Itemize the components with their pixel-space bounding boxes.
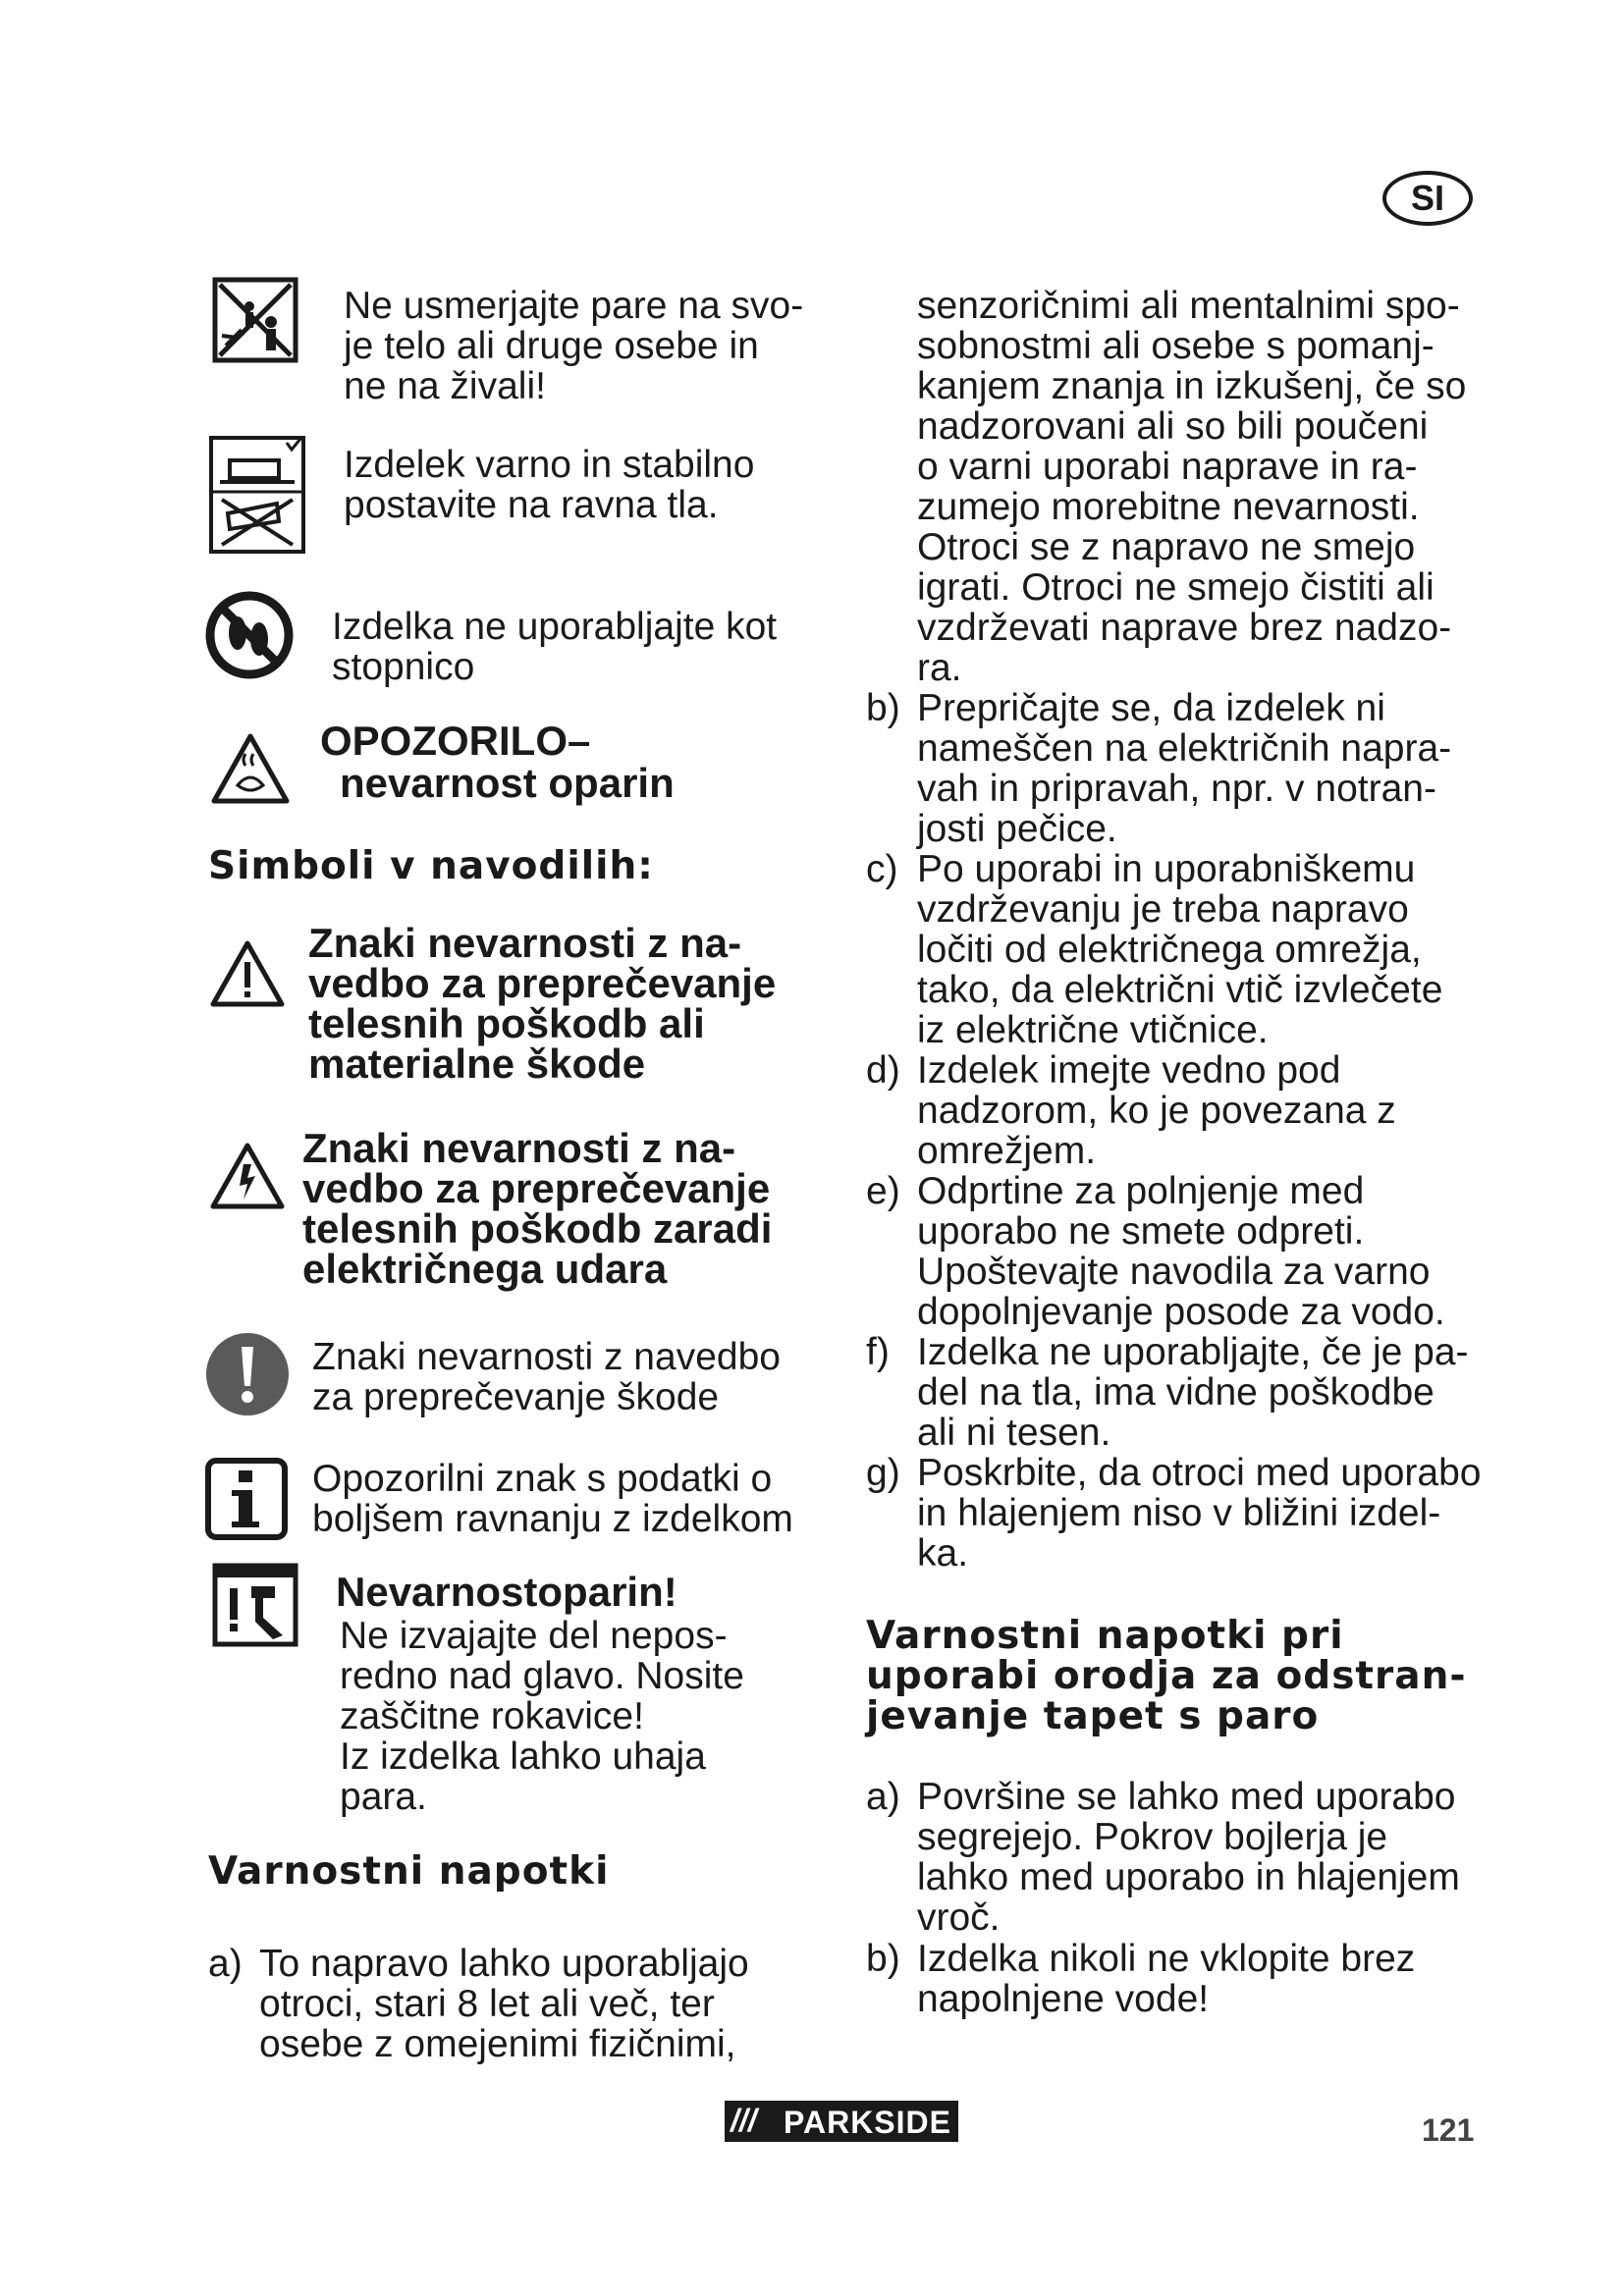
list-label: b) bbox=[866, 687, 900, 729]
list-label: c) bbox=[866, 848, 898, 890]
no-step-icon bbox=[204, 590, 295, 680]
tool-safety-heading: Varnostni napotki pri uporabi orodja za odstran- jevanje tapet s paro bbox=[866, 1614, 1467, 1738]
safety-item-a-continuation: senzoričnimi ali mentalnimi spo- sobnostmi ali osebe s pomanj- kanjem znanja in izkušenj, če so nadzorovani ali so bili poučeni o varni uporabi naprave in ra- zumejo morebitne nevarnosti. Otroci se z napravo ne smejo igrati. Otroci ne smejo čistiti ali vzdrževati naprave brez nadzo- ra. bbox=[917, 285, 1467, 689]
list-label: f) bbox=[866, 1331, 890, 1373]
list-text: Poskrbite, da otroci med uporabo in hlajenjem niso v bližini izdel- ka. bbox=[917, 1452, 1482, 1575]
no-steam-at-people-icon bbox=[212, 277, 298, 363]
safety-item-a bbox=[208, 1944, 797, 2071]
list-text: Izdelek imejte vedno pod nadzorom, ko je povezana z omrežjem. bbox=[917, 1049, 1396, 1172]
logo-slashes: /// bbox=[731, 2103, 757, 2138]
list-label: b) bbox=[866, 1938, 900, 1980]
safety-item-g bbox=[866, 1453, 1514, 1580]
warning-title-line2: nevarnost oparin bbox=[340, 760, 675, 806]
stable-surface-icon bbox=[208, 435, 306, 555]
warning-triangle-icon bbox=[208, 938, 287, 1009]
overhead-steam-icon bbox=[212, 1563, 298, 1647]
note-steam-direction: Ne usmerjajte pare na svo- je telo ali druge osebe in ne na živali! bbox=[344, 285, 804, 407]
list-text: Površine se lahko med uporabo segrejejo. Pokrov bojlerja je lahko med uporabo in hlajenjem vroč. bbox=[917, 1776, 1460, 1939]
list-label: a) bbox=[208, 1943, 243, 1985]
exclamation-circle-icon bbox=[204, 1331, 291, 1417]
logo-brand: PARKSIDE bbox=[784, 2105, 951, 2140]
note-no-step: Izdelka ne uporabljajte kot stopnico bbox=[332, 606, 778, 688]
tool-item-b bbox=[866, 1939, 1514, 2027]
list-text: To napravo lahko uporabljajo otroci, stari 8 let ali več, ter osebe z omejenimi fizičnimi, bbox=[259, 1943, 749, 2065]
list-text: Izdelka nikoli ne vklopite brez napolnjene vode! bbox=[917, 1938, 1416, 2020]
page-number: 121 bbox=[1422, 2112, 1475, 2148]
language-badge: SI bbox=[1382, 171, 1473, 226]
note-stable-placement: Izdelek varno in stabilno postavite na ravna tla. bbox=[344, 444, 755, 526]
scald-title: Nevarnostoparin! bbox=[336, 1569, 677, 1615]
list-text: Izdelka ne uporabljajte, če je pa- del na tla, ima vidne poškodbe ali ni tesen. bbox=[917, 1331, 1469, 1454]
tool-item-a bbox=[866, 1777, 1514, 1944]
safety-item-b bbox=[866, 688, 1514, 855]
symbol-property-damage: Znaki nevarnosti z navedbo za preprečevanje škode bbox=[312, 1336, 781, 1418]
symbol-info: Opozorilni znak s podatki o boljšem ravnanju z izdelkom bbox=[312, 1458, 793, 1540]
symbol-general-hazard: Znaki nevarnosti z na- vedbo za preprečevanje telesnih poškodb ali materialne škode bbox=[308, 920, 777, 1087]
list-text: Odprtine za polnjenje med uporabo ne smete odpreti. Upoštevajte navodila za varno dopolnjevanje posode za vodo. bbox=[917, 1170, 1445, 1333]
symbols-heading: Simboli v navodilih: bbox=[208, 844, 654, 888]
scald-warning-icon bbox=[208, 730, 293, 807]
list-text: Po uporabi in uporabniškemu vzdrževanju je treba napravo ločiti od električnega omrežja, tako, da električni vtič izvlečete iz električne vtičnice. bbox=[917, 848, 1443, 1051]
safety-item-e bbox=[866, 1171, 1514, 1338]
safety-item-f bbox=[866, 1332, 1514, 1460]
symbol-electric-hazard: Znaki nevarnosti z na- vedbo za preprečevanje telesnih poškodb zaradi električnega udara bbox=[302, 1125, 773, 1292]
scald-text: Ne izvajajte del nepos- redno nad glavo. Nosite zaščitne rokavice! Iz izdelka lahko uhaja para. bbox=[340, 1615, 744, 1818]
parkside-logo bbox=[725, 2101, 958, 2142]
list-label: a) bbox=[866, 1776, 900, 1818]
list-label: d) bbox=[866, 1049, 900, 1092]
safety-heading: Varnostni napotki bbox=[208, 1849, 610, 1894]
warning-title-line1: OPOZORILO– bbox=[320, 718, 591, 764]
safety-item-d bbox=[866, 1050, 1514, 1178]
safety-item-c bbox=[866, 849, 1514, 1055]
info-icon bbox=[204, 1457, 289, 1541]
list-text: Prepričajte se, da izdelek ni nameščen na električnih napra- vah in pripravah, npr. v notran- josti pečice. bbox=[917, 687, 1452, 850]
list-label: e) bbox=[866, 1170, 900, 1212]
list-label: g) bbox=[866, 1452, 900, 1494]
electric-hazard-icon bbox=[208, 1141, 287, 1211]
